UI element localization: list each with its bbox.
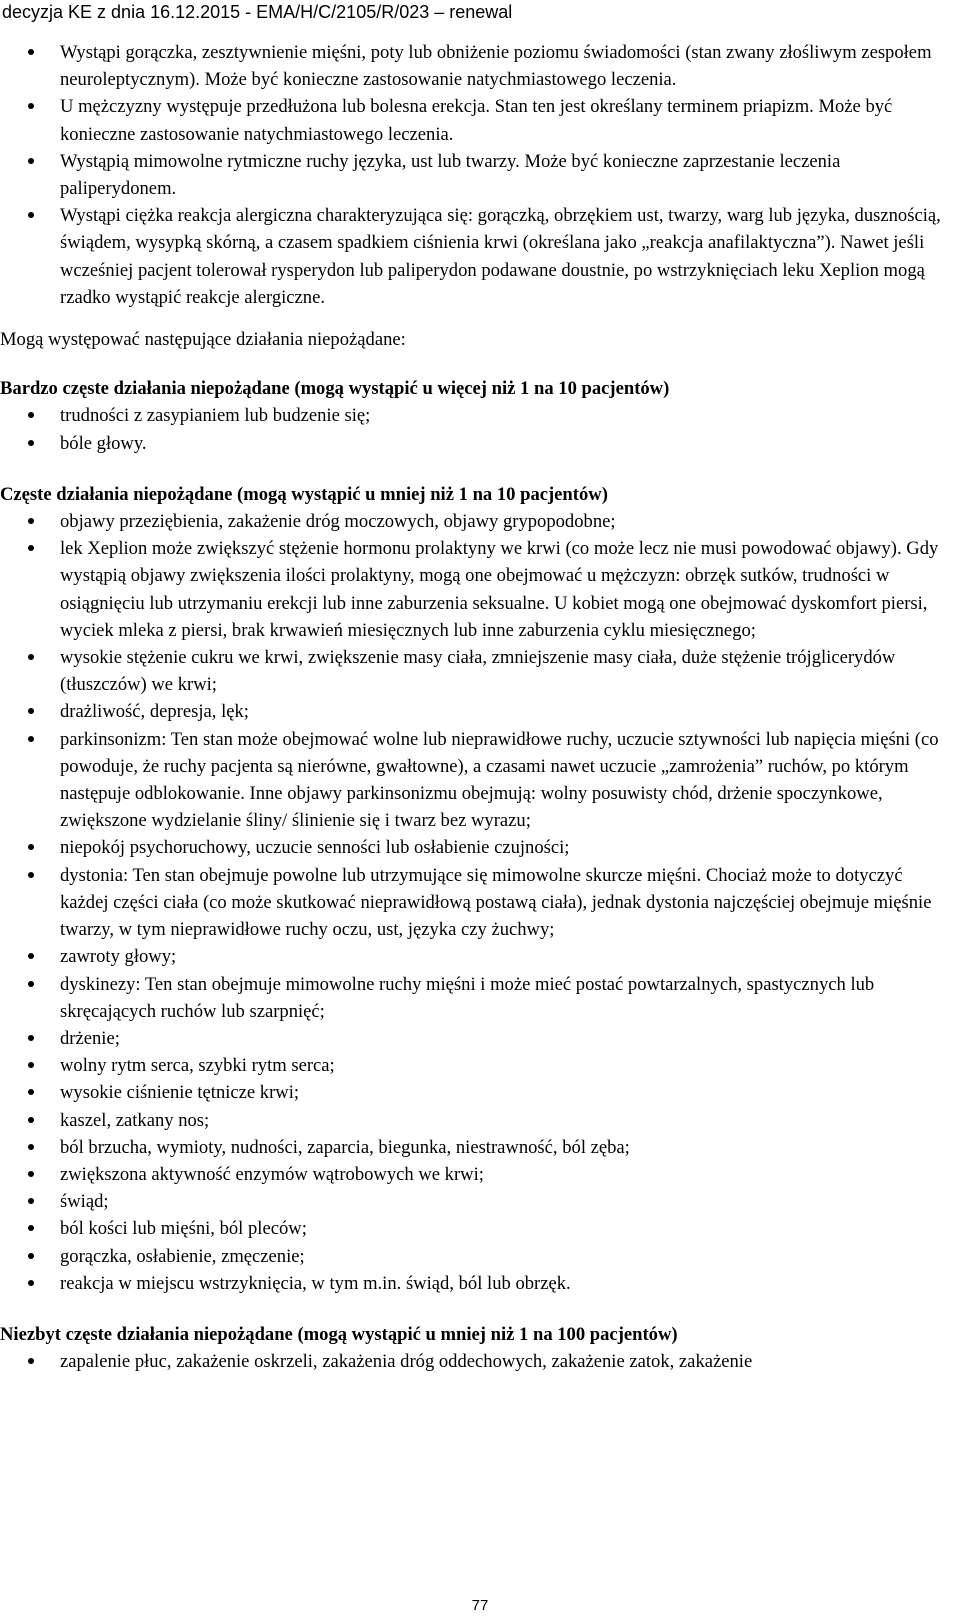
list-item: niepokój psychoruchowy, uczucie senności lub osłabienie czujności; xyxy=(0,834,956,861)
page-number: 77 xyxy=(471,1597,489,1614)
list-item: ból brzucha, wymioty, nudności, zaparcia, biegunka, niestrawność, ból zęba; xyxy=(0,1134,956,1161)
list-item: reakcja w miejscu wstrzyknięcia, w tym m.in. świąd, ból lub obrzęk. xyxy=(0,1270,956,1297)
list-item: parkinsonizm: Ten stan może obejmować wolne lub nieprawidłowe ruchy, uczucie sztywności lub napięcia mięśni (co powoduje, że ruchy pacjenta są nierówne, gwałtowne), a czasami nawet uczucie „zamrożenia” ruchów, po którym następuje odblokowanie. Inne objawy parkinsonizmu obejmują: wolny posuwisty chód, drżenie spoczynkowe, zwiększone wydzielanie śliny/ ślinienie się i twarz bez wyrazu; xyxy=(0,726,956,835)
uncommon-heading: Niezbyt częste działania niepożądane (mogą wystąpić u mniej niż 1 na 100 pacjentów) xyxy=(0,1323,678,1345)
list-item: gorączka, osłabienie, zmęczenie; xyxy=(0,1243,956,1270)
list-item: zawroty głowy; xyxy=(0,943,956,970)
list-item: bóle głowy. xyxy=(0,430,956,457)
list-item: lek Xeplion może zwiększyć stężenie hormonu prolaktyny we krwi (co może lecz nie musi powodować objawy). Gdy wystąpią objawy zwiększenia ilości prolaktyny, mogą one obejmować u mężczyzn: obrzęk sutków, trudności w osiągnięciu lub utrzymaniu erekcji lub inne zaburzenia seksualne. U kobiet mogą one obejmować dyskomfort piersi, wyciek mleka z piersi, brak krwawień miesięcznych lub inne zaburzenia cyklu miesięcznego; xyxy=(0,535,956,644)
list-item: dystonia: Ten stan obejmuje powolne lub utrzymujące się mimowolne skurcze mięśni. Chociaż może to dotyczyć każdej części ciała (co może skutkować nieprawidłową postawą ciała), jednak dystonia najczęściej obejmuje mięśnie twarzy, w tym nieprawidłowe ruchy oczu, ust, języka czy żuchwy; xyxy=(0,862,956,944)
list-item: wolny rytm serca, szybki rytm serca; xyxy=(0,1052,956,1079)
list-item: wysokie ciśnienie tętnicze krwi; xyxy=(0,1079,956,1106)
list-item: zapalenie płuc, zakażenie oskrzeli, zakażenia dróg oddechowych, zakażenie zatok, zakażenie xyxy=(0,1348,956,1375)
list-item: ból kości lub mięśni, ból pleców; xyxy=(0,1215,956,1242)
list-item: świąd; xyxy=(0,1188,956,1215)
common-heading: Częste działania niepożądane (mogą wystąpić u mniej niż 1 na 10 pacjentów) xyxy=(0,483,608,505)
very-common-list xyxy=(0,402,956,456)
list-item: U mężczyzny występuje przedłużona lub bolesna erekcja. Stan ten jest określany terminem priapizm. Może być konieczne zastosowanie natychmiastowego leczenia. xyxy=(0,93,956,147)
document-header: decyzja KE z dnia 16.12.2015 - EMA/H/C/2105/R/023 – renewal xyxy=(2,2,513,22)
list-item: dyskinezy: Ten stan obejmuje mimowolne ruchy mięśni i może mieć postać powtarzalnych, spastycznych lub skręcających ruchów lub szarpnięć; xyxy=(0,971,956,1025)
very-common-heading: Bardzo częste działania niepożądane (mogą wystąpić u więcej niż 1 na 10 pacjentów) xyxy=(0,378,670,400)
serious-effects-list xyxy=(0,39,956,311)
list-item: objawy przeziębienia, zakażenie dróg moczowych, objawy grypopodobne; xyxy=(0,508,956,535)
list-item: Wystąpią mimowolne rytmiczne ruchy języka, ust lub twarzy. Może być konieczne zaprzestanie leczenia paliperydonem. xyxy=(0,148,956,202)
list-item: Wystąpi gorączka, zesztywnienie mięśni, poty lub obniżenie poziomu świadomości (stan zwany złośliwym zespołem neuroleptycznym). Może być konieczne zastosowanie natychmiastowego leczenia. xyxy=(0,39,956,93)
uncommon-list xyxy=(0,1348,956,1375)
document-body xyxy=(0,39,956,1375)
intro-paragraph: Mogą występować następujące działania niepożądane: xyxy=(0,329,406,351)
list-item: zwiększona aktywność enzymów wątrobowych we krwi; xyxy=(0,1161,956,1188)
list-item: trudności z zasypianiem lub budzenie się; xyxy=(0,402,956,429)
list-item: wysokie stężenie cukru we krwi, zwiększenie masy ciała, zmniejszenie masy ciała, duże stężenie trójglicerydów (tłuszczów) we krwi; xyxy=(0,644,956,698)
list-item: drżenie; xyxy=(0,1025,956,1052)
list-item: drażliwość, depresja, lęk; xyxy=(0,698,956,725)
common-list xyxy=(0,508,956,1297)
list-item: Wystąpi ciężka reakcja alergiczna charakteryzująca się: gorączką, obrzękiem ust, twarzy, warg lub języka, dusznością, świądem, wysypką skórną, a czasem spadkiem ciśnienia krwi (określana jako „reakcja anafilaktyczna”). Nawet jeśli wcześniej pacjent tolerował rysperydon lub paliperydon podawane doustnie, po wstrzyknięciach leku Xeplion mogą rzadko wystąpić reakcje alergiczne. xyxy=(0,202,956,311)
list-item: kaszel, zatkany nos; xyxy=(0,1107,956,1134)
